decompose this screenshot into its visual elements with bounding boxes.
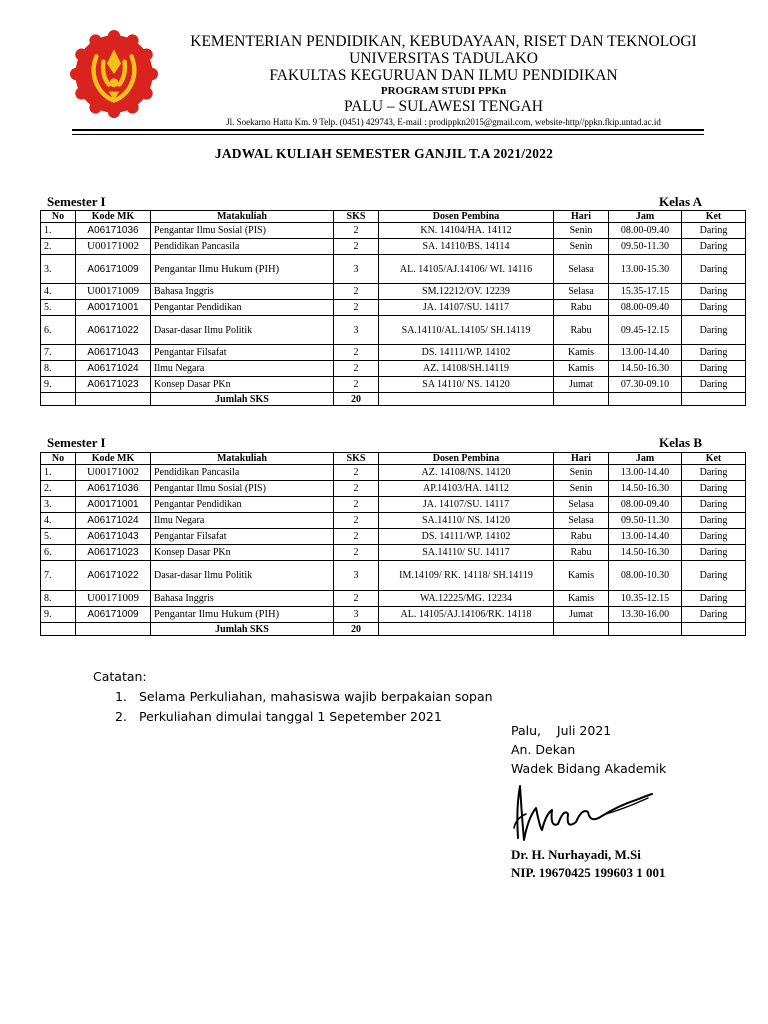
document-title: JADWAL KULIAH SEMESTER GANJIL T.A 2021/2022 — [214, 146, 554, 161]
cell-ket: Daring — [682, 284, 746, 300]
table-row — [41, 223, 746, 239]
column-header: Ket — [682, 453, 746, 465]
cell-kode: A06171022 — [76, 561, 151, 591]
cell-kode: A00171001 — [76, 300, 151, 316]
table-row — [41, 591, 746, 607]
cell-kode: A06171024 — [76, 361, 151, 377]
cell-mk: Konsep Dasar PKn — [151, 545, 334, 561]
cell-no: 9. — [41, 607, 76, 623]
cell-no: 8. — [41, 591, 76, 607]
cell-ket: Daring — [682, 591, 746, 607]
total-label: Jumlah SKS — [151, 393, 334, 406]
cell-mk: Pendidikan Pancasila — [151, 239, 334, 255]
cell-no: 6. — [41, 316, 76, 345]
semester-label: Semester I — [47, 435, 106, 450]
cell-hari: Kamis — [554, 345, 609, 361]
cell-ket: Daring — [682, 607, 746, 623]
cell-no: 2. — [41, 481, 76, 497]
table-row — [41, 239, 746, 255]
cell-dosen: SA.14110/ SU. 14117 — [379, 545, 554, 561]
cell-dosen: AL. 14105/AJ.14106/RK. 14118 — [379, 607, 554, 623]
table-row — [41, 465, 746, 481]
cell-jam: 14.50-16.30 — [609, 545, 682, 561]
cell-jam: 07.30-09.10 — [609, 377, 682, 393]
on-behalf: An. Dekan — [511, 742, 576, 757]
letterhead — [0, 0, 768, 132]
cell-mk: Pengantar Ilmu Hukum (PIH) — [151, 255, 334, 284]
cell-kode: A06171043 — [76, 345, 151, 361]
cell-mk: Pendidikan Pancasila — [151, 465, 334, 481]
column-header: No — [41, 453, 76, 465]
cell-mk: Dasar-dasar Ilmu Politik — [151, 316, 334, 345]
cell-sks: 3 — [334, 607, 379, 623]
cell-ket: Daring — [682, 377, 746, 393]
total-row — [41, 623, 746, 636]
ministry-name: KEMENTERIAN PENDIDIKAN, KEBUDAYAAN, RISET DAN TEKNOLOGI — [190, 33, 697, 50]
cell-dosen: SM.12212/OV. 12239 — [379, 284, 554, 300]
cell-sks: 2 — [334, 513, 379, 529]
signer-nip: NIP. 19670425 199603 1 001 — [511, 865, 666, 880]
table-row — [41, 545, 746, 561]
cell-dosen: JA. 14107/SU. 14117 — [379, 497, 554, 513]
column-header: Dosen Pembina — [379, 211, 554, 223]
cell-ket: Daring — [682, 223, 746, 239]
cell-ket: Daring — [682, 561, 746, 591]
column-header: Kode MK — [76, 453, 151, 465]
table-row — [41, 255, 746, 284]
cell-hari: Selasa — [554, 255, 609, 284]
cell-mk: Pengantar Pendidikan — [151, 300, 334, 316]
cell-dosen: SA.14110/ NS. 14120 — [379, 513, 554, 529]
cell-jam: 15.35-17.15 — [609, 284, 682, 300]
cell-dosen: AP.14103/HA. 14112 — [379, 481, 554, 497]
cell-no: 8. — [41, 361, 76, 377]
cell-kode: A06171009 — [76, 255, 151, 284]
cell-dosen: SA 14110/ NS. 14120 — [379, 377, 554, 393]
cell-ket: Daring — [682, 513, 746, 529]
cell-no: 4. — [41, 513, 76, 529]
table-header-row — [41, 211, 746, 223]
cell-mk: Konsep Dasar PKn — [151, 377, 334, 393]
cell-dosen: SA.14110/AL.14105/ SH.14119 — [379, 316, 554, 345]
signer-position: Wadek Bidang Akademik — [511, 761, 667, 776]
cell-dosen: AZ. 14108/NS. 14120 — [379, 465, 554, 481]
note-item: 1. Selama Perkuliahan, mahasiswa wajib berpakaian sopan — [115, 689, 493, 704]
empty-cell — [554, 623, 609, 636]
faculty-name: FAKULTAS KEGURUAN DAN ILMU PENDIDIKAN — [269, 67, 618, 84]
cell-jam: 08.00-09.40 — [609, 300, 682, 316]
cell-dosen: KN. 14104/HA. 14112 — [379, 223, 554, 239]
notes-section — [93, 667, 493, 727]
cell-mk: Dasar-dasar Ilmu Politik — [151, 561, 334, 591]
cell-mk: Pengantar Pendidikan — [151, 497, 334, 513]
cell-sks: 3 — [334, 255, 379, 284]
cell-hari: Jumat — [554, 377, 609, 393]
cell-no: 9. — [41, 377, 76, 393]
cell-jam: 09.50-11.30 — [609, 239, 682, 255]
table-row — [41, 377, 746, 393]
cell-jam: 13.00-14.40 — [609, 465, 682, 481]
cell-ket: Daring — [682, 361, 746, 377]
cell-jam: 14.50-16.30 — [609, 481, 682, 497]
cell-jam: 08.00-09.40 — [609, 223, 682, 239]
schedule-table-kelas-a — [40, 210, 746, 406]
empty-cell — [554, 393, 609, 406]
cell-kode: U00171002 — [76, 239, 151, 255]
cell-sks: 2 — [334, 239, 379, 255]
cell-sks: 2 — [334, 497, 379, 513]
total-label: Jumlah SKS — [151, 623, 334, 636]
cell-hari: Kamis — [554, 561, 609, 591]
cell-dosen: JA. 14107/SU. 14117 — [379, 300, 554, 316]
empty-cell — [379, 393, 554, 406]
cell-mk: Bahasa Inggris — [151, 284, 334, 300]
semester-label: Semester I — [47, 194, 106, 209]
empty-cell — [41, 393, 76, 406]
column-header: Hari — [554, 211, 609, 223]
cell-hari: Rabu — [554, 545, 609, 561]
cell-sks: 2 — [334, 345, 379, 361]
table-row — [41, 607, 746, 623]
column-header: SKS — [334, 453, 379, 465]
university-emblem-icon — [70, 30, 158, 118]
cell-sks: 2 — [334, 377, 379, 393]
cell-hari: Kamis — [554, 591, 609, 607]
cell-ket: Daring — [682, 497, 746, 513]
cell-hari: Senin — [554, 239, 609, 255]
cell-ket: Daring — [682, 529, 746, 545]
cell-no: 3. — [41, 255, 76, 284]
cell-dosen: SA. 14110/BS. 14114 — [379, 239, 554, 255]
handwritten-signature-icon — [506, 778, 656, 848]
empty-cell — [41, 623, 76, 636]
column-header: Jam — [609, 211, 682, 223]
cell-mk: Bahasa Inggris — [151, 591, 334, 607]
cell-sks: 2 — [334, 481, 379, 497]
cell-kode: A06171022 — [76, 316, 151, 345]
class-label: Kelas B — [659, 435, 702, 450]
cell-mk: Pengantar Ilmu Hukum (PIH) — [151, 607, 334, 623]
header-divider-thin — [72, 134, 704, 135]
university-name: UNIVERSITAS TADULAKO — [349, 50, 538, 67]
cell-hari: Selasa — [554, 497, 609, 513]
cell-sks: 3 — [334, 316, 379, 345]
cell-mk: Ilmu Negara — [151, 361, 334, 377]
cell-hari: Rabu — [554, 316, 609, 345]
cell-dosen: AL. 14105/AJ.14106/ WI. 14116 — [379, 255, 554, 284]
program-name: PROGRAM STUDI PPKn — [380, 85, 507, 97]
empty-cell — [379, 623, 554, 636]
cell-sks: 2 — [334, 223, 379, 239]
cell-no: 4. — [41, 284, 76, 300]
cell-kode: A06171024 — [76, 513, 151, 529]
signer-name: Dr. H. Nurhayadi, M.Si — [511, 847, 641, 862]
column-header: Jam — [609, 453, 682, 465]
city-name: PALU – SULAWESI TENGAH — [344, 98, 543, 115]
cell-jam: 13.00-14.40 — [609, 529, 682, 545]
place-date: Palu, Juli 2021 — [511, 723, 612, 738]
cell-sks: 2 — [334, 361, 379, 377]
table-row — [41, 345, 746, 361]
notes-heading: Catatan: — [93, 669, 147, 684]
cell-no: 5. — [41, 300, 76, 316]
cell-kode: A06171043 — [76, 529, 151, 545]
schedule-table-kelas-b — [40, 452, 746, 636]
cell-mk: Ilmu Negara — [151, 513, 334, 529]
cell-hari: Kamis — [554, 361, 609, 377]
cell-mk: Pengantar Filsafat — [151, 529, 334, 545]
total-sks: 20 — [334, 393, 379, 406]
cell-ket: Daring — [682, 300, 746, 316]
total-row — [41, 393, 746, 406]
table-row — [41, 361, 746, 377]
column-header: Ket — [682, 211, 746, 223]
cell-kode: U00171009 — [76, 591, 151, 607]
cell-kode: A06171036 — [76, 223, 151, 239]
cell-ket: Daring — [682, 481, 746, 497]
cell-dosen: WA.12225/MG. 12234 — [379, 591, 554, 607]
cell-jam: 13.00-15.30 — [609, 255, 682, 284]
cell-mk: Pengantar Filsafat — [151, 345, 334, 361]
signer-details — [511, 846, 665, 882]
cell-ket: Daring — [682, 316, 746, 345]
cell-no: 1. — [41, 465, 76, 481]
cell-jam: 09.45-12.15 — [609, 316, 682, 345]
cell-sks: 2 — [334, 300, 379, 316]
cell-hari: Senin — [554, 465, 609, 481]
column-header: Hari — [554, 453, 609, 465]
cell-mk: Pengantar Ilmu Sosial (PIS) — [151, 481, 334, 497]
cell-kode: A06171009 — [76, 607, 151, 623]
cell-sks: 2 — [334, 465, 379, 481]
cell-ket: Daring — [682, 239, 746, 255]
cell-jam: 08.00-09.40 — [609, 497, 682, 513]
cell-sks: 2 — [334, 591, 379, 607]
cell-jam: 10.35-12.15 — [609, 591, 682, 607]
cell-sks: 3 — [334, 561, 379, 591]
cell-kode: A06171023 — [76, 377, 151, 393]
cell-hari: Selasa — [554, 513, 609, 529]
table-row — [41, 497, 746, 513]
empty-cell — [682, 623, 746, 636]
cell-kode: U00171002 — [76, 465, 151, 481]
cell-no: 2. — [41, 239, 76, 255]
cell-jam: 14.50-16.30 — [609, 361, 682, 377]
cell-dosen: DS. 14111/WP. 14102 — [379, 345, 554, 361]
cell-ket: Daring — [682, 545, 746, 561]
table-row — [41, 561, 746, 591]
cell-ket: Daring — [682, 345, 746, 361]
cell-dosen: DS. 14111/WP. 14102 — [379, 529, 554, 545]
cell-hari: Senin — [554, 481, 609, 497]
table-row — [41, 300, 746, 316]
empty-cell — [609, 393, 682, 406]
cell-dosen: IM.14109/ RK. 14118/ SH.14119 — [379, 561, 554, 591]
cell-hari: Jumat — [554, 607, 609, 623]
cell-sks: 2 — [334, 529, 379, 545]
cell-no: 1. — [41, 223, 76, 239]
table-row — [41, 284, 746, 300]
cell-mk: Pengantar Ilmu Sosial (PIS) — [151, 223, 334, 239]
table-row — [41, 513, 746, 529]
cell-jam: 09.50-11.30 — [609, 513, 682, 529]
cell-ket: Daring — [682, 255, 746, 284]
cell-jam: 08.00-10.30 — [609, 561, 682, 591]
total-sks: 20 — [334, 623, 379, 636]
cell-ket: Daring — [682, 465, 746, 481]
signature-block — [511, 721, 666, 778]
header-divider-thick — [72, 129, 704, 131]
cell-hari: Senin — [554, 223, 609, 239]
cell-jam: 13.00-14.40 — [609, 345, 682, 361]
empty-cell — [76, 623, 151, 636]
class-label: Kelas A — [659, 194, 702, 209]
cell-kode: A00171001 — [76, 497, 151, 513]
empty-cell — [682, 393, 746, 406]
cell-no: 7. — [41, 345, 76, 361]
table-row — [41, 481, 746, 497]
cell-no: 6. — [41, 545, 76, 561]
cell-no: 7. — [41, 561, 76, 591]
column-header: Matakuliah — [151, 453, 334, 465]
cell-dosen: AZ. 14108/SH.14119 — [379, 361, 554, 377]
empty-cell — [76, 393, 151, 406]
cell-no: 3. — [41, 497, 76, 513]
column-header: Kode MK — [76, 211, 151, 223]
column-header: SKS — [334, 211, 379, 223]
cell-kode: A06171023 — [76, 545, 151, 561]
cell-no: 5. — [41, 529, 76, 545]
address-line: Jl. Soekarno Hatta Km. 9 Telp. (0451) 429743, E-mail : prodippkn2015@gmail.com, website-http//ppkn.fkip.untad.ac.id — [226, 117, 661, 127]
cell-hari: Selasa — [554, 284, 609, 300]
column-header: Matakuliah — [151, 211, 334, 223]
cell-jam: 13.30-16.00 — [609, 607, 682, 623]
column-header: No — [41, 211, 76, 223]
cell-hari: Rabu — [554, 529, 609, 545]
column-header: Dosen Pembina — [379, 453, 554, 465]
table-row — [41, 316, 746, 345]
table-row — [41, 529, 746, 545]
note-item: 2. Perkuliahan dimulai tanggal 1 Sepetember 2021 — [115, 709, 442, 724]
cell-hari: Rabu — [554, 300, 609, 316]
cell-sks: 2 — [334, 284, 379, 300]
cell-kode: U00171009 — [76, 284, 151, 300]
table-header-row — [41, 453, 746, 465]
cell-sks: 2 — [334, 545, 379, 561]
empty-cell — [609, 623, 682, 636]
cell-kode: A06171036 — [76, 481, 151, 497]
